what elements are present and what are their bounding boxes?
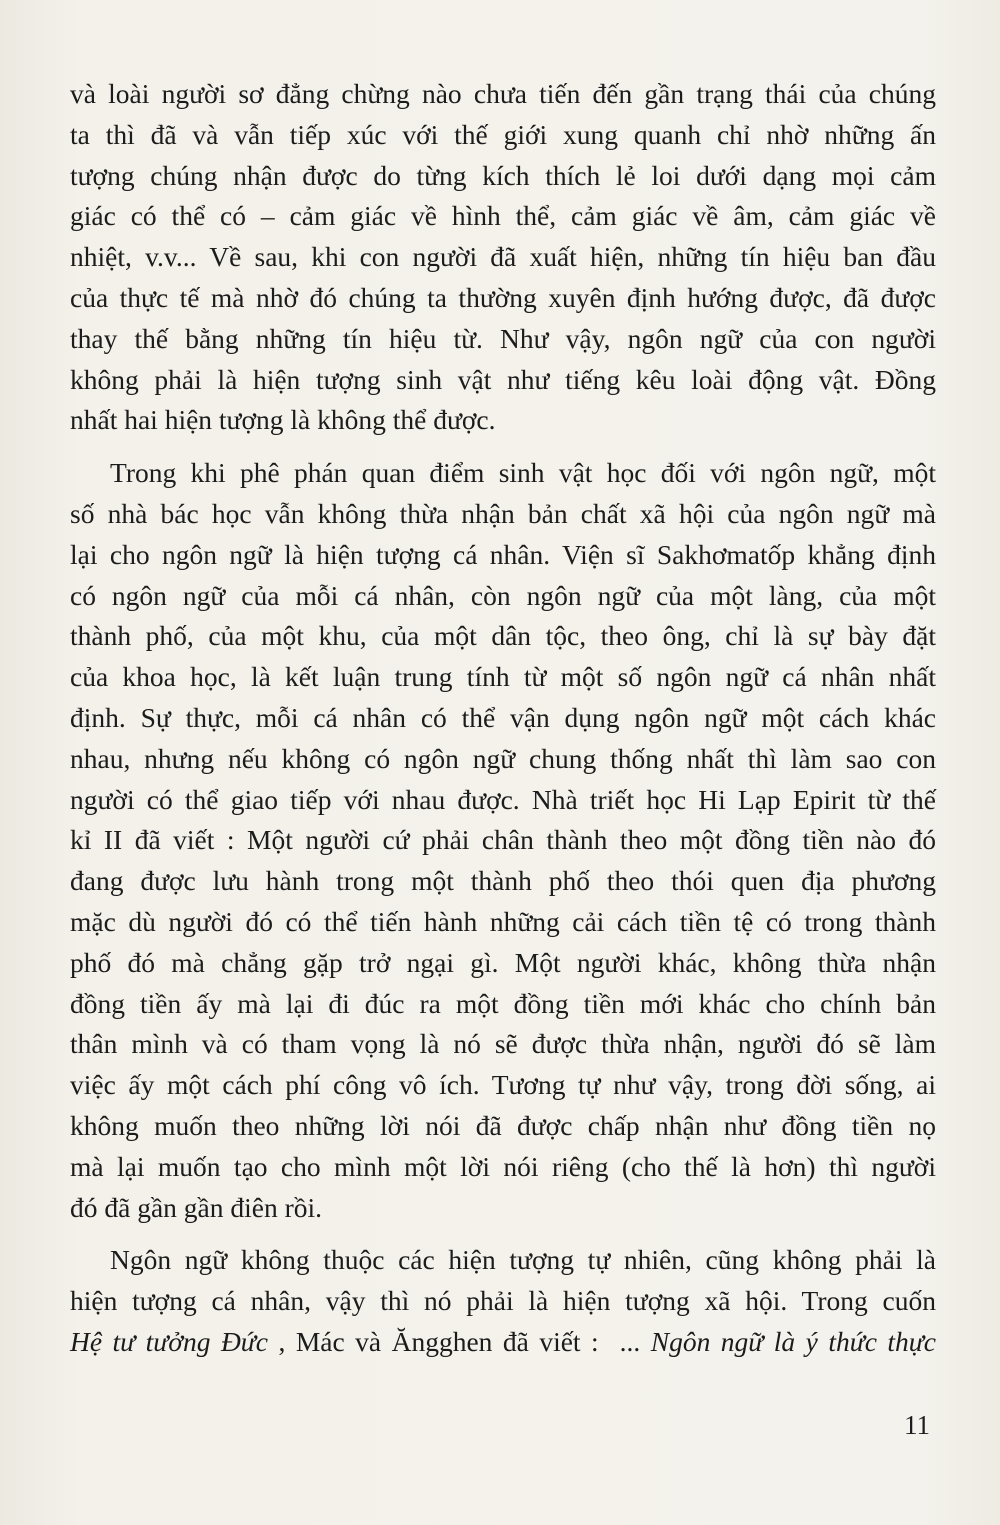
text-line: nhiệt, v.v... Về sau, khi con người đã xuất hiện, những tín hiệu ban đầu bbox=[70, 241, 936, 273]
text-span: , Mác và Ăngghen đã viết : ... bbox=[268, 1325, 651, 1357]
text-line: không phải là hiện tượng sinh vật như tiếng kêu loài động vật. Đồng bbox=[70, 363, 936, 395]
paragraph-1 bbox=[70, 74, 936, 441]
text-line: hiện tượng cá nhân, vậy thì nó phải là hiện tượng xã hội. Trong cuốn bbox=[70, 1285, 936, 1317]
text-line: của khoa học, là kết luận trung tính từ một số ngôn ngữ cá nhân nhất bbox=[70, 661, 936, 693]
text-line: mặc dù người đó có thể tiến hành những cải cách tiền tệ có trong thành bbox=[70, 905, 936, 937]
text-line: đó đã gần gần điên rồi. bbox=[70, 1191, 323, 1223]
text-line: kỉ II đã viết : Một người cứ phải chân thành theo một đồng tiền nào đó bbox=[70, 824, 936, 856]
text-line: lại cho ngôn ngữ là hiện tượng cá nhân. Viện sĩ Sakhơmatốp khẳng định bbox=[70, 538, 936, 570]
text-line: Trong khi phê phán quan điểm sinh vật học đối với ngôn ngữ, một bbox=[110, 457, 936, 489]
text-line: thành phố, của một khu, của một dân tộc, theo ông, chỉ là sự bày đặt bbox=[70, 620, 936, 652]
text-line: thân mình và có tham vọng là nó sẽ được thừa nhận, người đó sẽ làm bbox=[70, 1028, 936, 1060]
text-line: giác có thể có – cảm giác về hình thể, cảm giác về âm, cảm giác về bbox=[70, 200, 936, 232]
text-line: có ngôn ngữ của mỗi cá nhân, còn ngôn ngữ của một làng, của một bbox=[70, 579, 936, 611]
text-line-mixed bbox=[70, 1322, 936, 1363]
text-line: việc ấy một cách phí công vô ích. Tương tự như vậy, trong đời sống, ai bbox=[70, 1069, 936, 1101]
paragraph-3 bbox=[70, 1240, 936, 1362]
paragraph-gap bbox=[70, 441, 936, 453]
page-number: 11 bbox=[904, 1410, 930, 1440]
text-line: thay thế bằng những tín hiệu từ. Như vậy, ngôn ngữ của con người bbox=[70, 322, 936, 354]
text-line: tượng chúng nhận được do từng kích thích lẻ loi dưới dạng mọi cảm bbox=[70, 159, 936, 191]
text-line: nhất hai hiện tượng là không thể được. bbox=[70, 404, 496, 436]
text-line: nhau, nhưng nếu không có ngôn ngữ chung thống nhất thì làm sao con bbox=[70, 742, 936, 774]
text-line: mà lại muốn tạo cho mình một lời nói riêng (cho thế là hơn) thì người bbox=[70, 1150, 936, 1182]
text-line: và loài người sơ đẳng chừng nào chưa tiến đến gần trạng thái của chúng bbox=[70, 78, 936, 109]
paragraph-gap bbox=[70, 1228, 936, 1240]
quote-text: Ngôn ngữ là ý thức thực bbox=[650, 1325, 936, 1357]
text-line: Ngôn ngữ không thuộc các hiện tượng tự nhiên, cũng không phải là bbox=[110, 1244, 936, 1276]
text-line: phố đó mà chẳng gặp trở ngại gì. Một người khác, không thừa nhận bbox=[70, 946, 936, 978]
paragraph-2 bbox=[70, 453, 936, 1228]
text-line: đồng tiền ấy mà lại đi đúc ra một đồng tiền mới khác cho chính bản bbox=[70, 987, 936, 1019]
text-line: đang được lưu hành trong một thành phố theo thói quen địa phương bbox=[70, 865, 936, 897]
text-line: của thực tế mà nhờ đó chúng ta thường xuyên định hướng được, đã được bbox=[70, 281, 936, 313]
body-text bbox=[70, 74, 936, 1363]
text-line: người có thể giao tiếp với nhau được. Nhà triết học Hi Lạp Epirit từ thế bbox=[70, 783, 936, 815]
book-title: Hệ tư tưởng Đức bbox=[70, 1325, 269, 1357]
text-line: không muốn theo những lời nói đã được chấp nhận như đồng tiền nọ bbox=[70, 1109, 936, 1141]
text-line: số nhà bác học vẫn không thừa nhận bản chất xã hội của ngôn ngữ mà bbox=[70, 497, 936, 529]
text-line: ta thì đã và vẫn tiếp xúc với thế giới xung quanh chỉ nhờ những ấn bbox=[70, 118, 936, 150]
text-line: định. Sự thực, mỗi cá nhân có thể vận dụng ngôn ngữ một cách khác bbox=[70, 701, 936, 733]
